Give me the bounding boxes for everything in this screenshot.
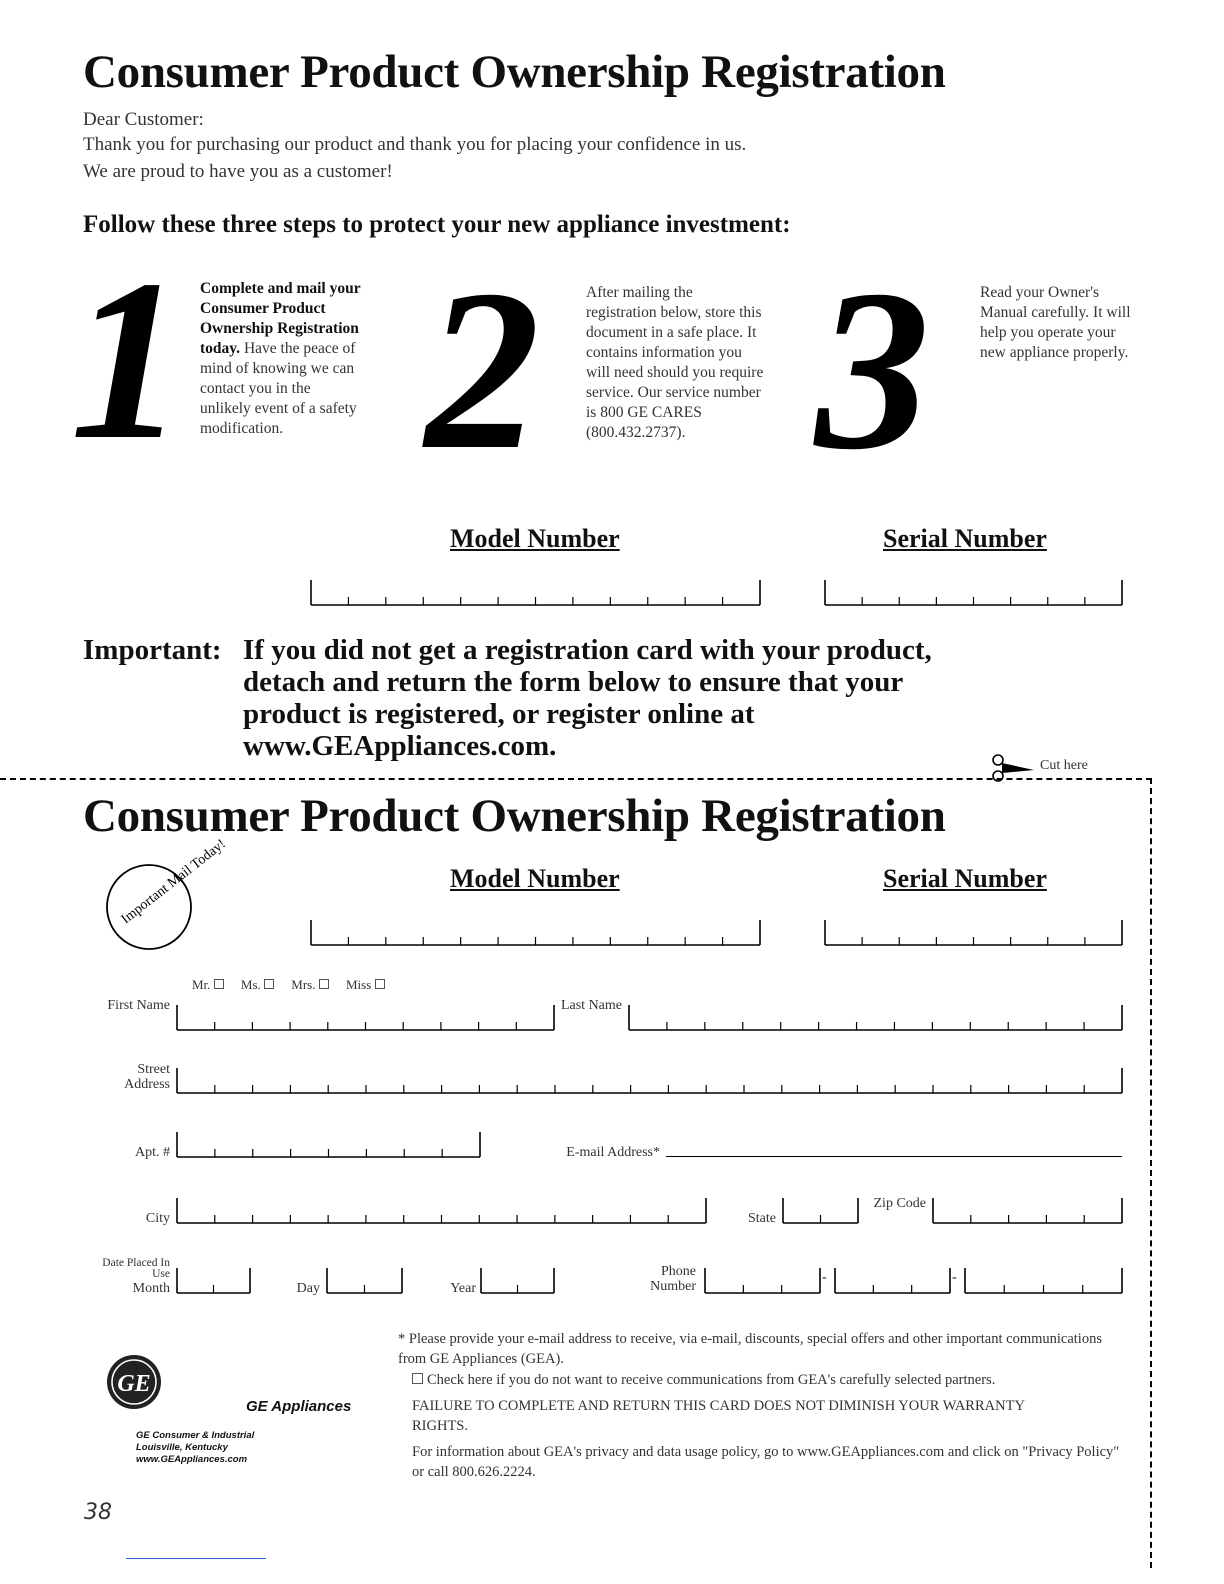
form-serial-number-heading: Serial Number <box>883 864 1047 893</box>
email-footnote: * Please provide your e-mail address to receive, via e-mail, discounts, special offers and other important communications from GE Appliances (GEA). <box>398 1331 1102 1367</box>
month-boxes[interactable] <box>176 1268 250 1292</box>
title-ms[interactable]: Ms. <box>241 977 274 992</box>
greeting: Dear Customer: <box>83 109 204 130</box>
partners-check-label: Check here if you do not want to receive communications from GEA's carefully selected partners. <box>427 1372 996 1388</box>
last-name-label: Last Name <box>560 998 622 1013</box>
brand-name: GE Appliances <box>246 1398 352 1415</box>
model-number-boxes[interactable] <box>310 580 760 604</box>
last-name-boxes[interactable] <box>628 1005 1122 1029</box>
brand-address <box>136 1430 254 1466</box>
scissors-icon <box>988 752 1038 789</box>
brand-address-line-1: GE Consumer & Industrial <box>136 1430 255 1441</box>
page-title: Consumer Product Ownership Registration <box>83 46 946 98</box>
first-name-boxes[interactable] <box>176 1005 554 1029</box>
state-boxes[interactable] <box>782 1198 858 1222</box>
important-mail-stamp <box>104 836 229 957</box>
city-label: City <box>145 1211 170 1226</box>
phone-number-label: Phone Number <box>650 1264 696 1294</box>
apt-boxes[interactable] <box>176 1132 480 1156</box>
step-1-text <box>200 279 365 439</box>
step-3-text: Read your Owner's Manual carefully. It will help you operate your new appliance properly. <box>980 284 1131 361</box>
step-2-number: 2 <box>425 242 540 497</box>
apt-label: Apt. # <box>135 1145 170 1160</box>
month-label: Month <box>132 1281 170 1296</box>
step-1-bold: Complete and mail your Consumer Product Ownership Registration today. <box>200 280 361 357</box>
important-text: If you did not get a registration card with your product, detach and return the form below to ensure that your product is registered, or register online at www.GEAppliances.com. <box>243 634 932 762</box>
phone-line-boxes[interactable] <box>964 1268 1122 1292</box>
step-1-body: Have the peace of mind of knowing we can contact you in the unlikely event of a safety modification. <box>200 340 357 437</box>
city-boxes[interactable] <box>176 1198 706 1222</box>
cut-line <box>0 778 1152 780</box>
partners-check-row[interactable] <box>412 1370 1128 1390</box>
serial-number-heading: Serial Number <box>883 524 1047 553</box>
intro-line-1: Thank you for purchasing our product and thank you for placing your confidence in us. <box>83 134 747 155</box>
model-number-heading: Model Number <box>450 524 620 553</box>
form-model-number-heading: Model Number <box>450 864 620 893</box>
year-label: Year <box>450 1281 476 1296</box>
footer-rule <box>126 1558 266 1559</box>
step-3-number: 3 <box>815 242 930 497</box>
checkbox-icon[interactable] <box>214 979 224 989</box>
warranty-notice: FAILURE TO COMPLETE AND RETURN THIS CARD DOES NOT DIMINISH YOUR WARRANTY RIGHTS. <box>412 1398 1025 1434</box>
ge-logo <box>104 1352 164 1417</box>
email-line[interactable] <box>666 1156 1122 1157</box>
brand-address-line-3: www.GEAppliances.com <box>136 1454 248 1465</box>
form-serial-number-boxes[interactable] <box>824 920 1122 944</box>
form-model-number-boxes[interactable] <box>310 920 760 944</box>
phone-area-boxes[interactable] <box>704 1268 820 1292</box>
checkbox-icon[interactable] <box>412 1373 423 1384</box>
step-2-text: After mailing the registration below, store this document in a safe place. It contains information you will need should you require service. Our service number is 800 GE CARES (800.432.2737). <box>586 284 764 441</box>
checkbox-icon[interactable] <box>264 979 274 989</box>
stamp-text: Important Mail Today! <box>118 836 229 928</box>
step-1-number: 1 <box>70 232 185 487</box>
year-boxes[interactable] <box>480 1268 554 1292</box>
brand-address-line-2: Louisville, Kentucky <box>136 1442 228 1453</box>
day-label: Day <box>296 1281 320 1296</box>
ge-logo-text: GE <box>117 1371 151 1397</box>
street-address-label: Street Address <box>124 1062 170 1092</box>
phone-dash-2: - <box>952 1270 957 1285</box>
important-label: Important: <box>83 634 222 666</box>
checkbox-icon[interactable] <box>319 979 329 989</box>
title-miss[interactable]: Miss <box>346 977 385 992</box>
zip-code-boxes[interactable] <box>932 1198 1122 1222</box>
intro-line-2: We are proud to have you as a customer! <box>83 161 393 182</box>
privacy-notice: For information about GEA's privacy and data usage policy, go to www.GEAppliances.com and click on "Privacy Policy" or call 800.626.2224. <box>412 1444 1120 1480</box>
checkbox-icon[interactable] <box>375 979 385 989</box>
day-boxes[interactable] <box>326 1268 402 1292</box>
first-name-label: First Name <box>107 998 170 1013</box>
street-address-boxes[interactable] <box>176 1068 1122 1092</box>
title-options <box>192 977 385 993</box>
steps-heading: Follow these three steps to protect your new appliance investment: <box>83 211 791 238</box>
form-title: Consumer Product Ownership Registration <box>83 790 946 842</box>
zip-code-label: Zip Code <box>873 1196 926 1211</box>
cut-here-label: Cut here <box>1040 758 1088 773</box>
page-number: 38 <box>84 1500 112 1525</box>
phone-dash-1: - <box>822 1270 827 1285</box>
title-mrs[interactable]: Mrs. <box>291 977 328 992</box>
title-mr[interactable]: Mr. <box>192 977 224 992</box>
state-label: State <box>748 1211 776 1226</box>
cut-line-vertical <box>1150 778 1152 1568</box>
date-placed-label: Date Placed In Use <box>102 1257 170 1280</box>
email-label: E-mail Address* <box>566 1145 660 1160</box>
phone-prefix-boxes[interactable] <box>834 1268 950 1292</box>
serial-number-boxes[interactable] <box>824 580 1122 604</box>
